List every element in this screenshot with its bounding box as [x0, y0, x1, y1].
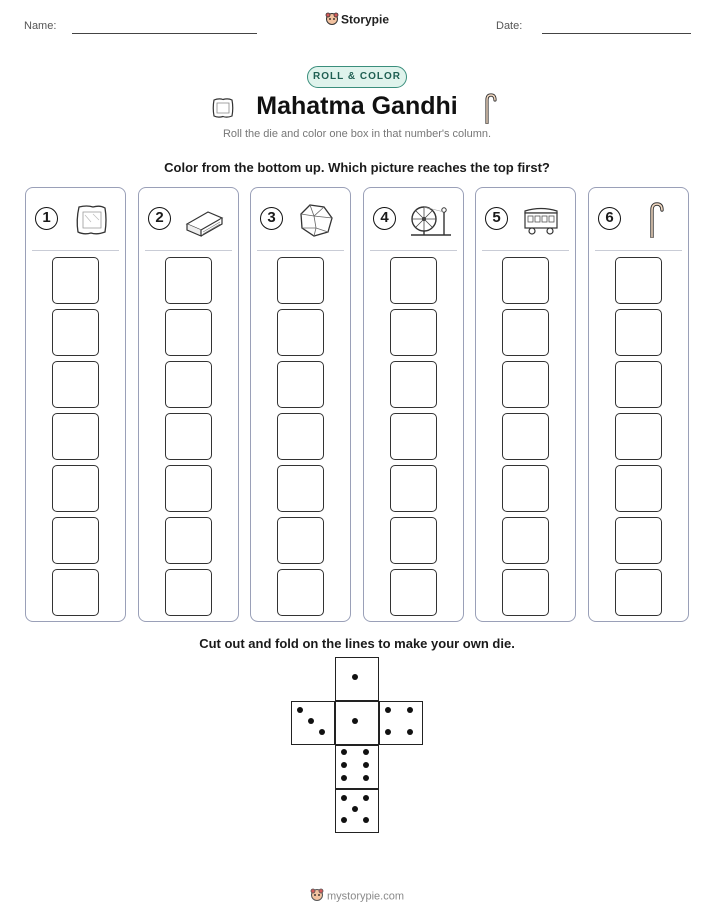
column-number: 3: [260, 207, 283, 230]
column-divider: [370, 250, 457, 251]
die-pip: [352, 674, 358, 680]
storypie-mascot-icon: [310, 888, 324, 905]
color-box[interactable]: [502, 257, 549, 304]
column-divider: [257, 250, 344, 251]
color-box[interactable]: [502, 517, 549, 564]
column-number: 1: [35, 207, 58, 230]
color-box[interactable]: [277, 465, 324, 512]
cloth-icon: [71, 202, 111, 238]
storypie-mascot-icon: [325, 12, 339, 29]
die-pip: [407, 729, 413, 735]
color-box[interactable]: [502, 361, 549, 408]
spinning-wheel-icon: [409, 202, 449, 238]
color-box[interactable]: [390, 465, 437, 512]
column-number: 2: [148, 207, 171, 230]
footer: [0, 888, 714, 905]
color-box[interactable]: [165, 309, 212, 356]
color-box[interactable]: [390, 309, 437, 356]
footer-url: mystorypie.com: [326, 890, 405, 903]
column-divider: [595, 250, 682, 251]
color-box[interactable]: [390, 413, 437, 460]
die-instructions: Cut out and fold on the lines to make your own die.: [199, 636, 515, 651]
color-box[interactable]: [502, 569, 549, 616]
die-face-5: [335, 789, 379, 833]
die-pip: [385, 707, 391, 713]
color-box[interactable]: [52, 569, 99, 616]
column-card-3: [250, 187, 351, 622]
die-pip: [352, 806, 358, 812]
color-box[interactable]: [52, 517, 99, 564]
die-face-4: [379, 701, 423, 745]
name-label: Name:: [24, 20, 57, 32]
die-pip: [385, 729, 391, 735]
column-divider: [482, 250, 569, 251]
color-box[interactable]: [277, 517, 324, 564]
brand-logo: [0, 12, 714, 29]
die-pip: [363, 817, 369, 823]
book-icon: [184, 202, 224, 238]
instructions-text: Roll the die and color one box in that number's column.: [222, 128, 492, 140]
cloth-icon: [211, 96, 235, 125]
color-box[interactable]: [390, 257, 437, 304]
die-face-1: [335, 657, 379, 701]
color-box[interactable]: [502, 309, 549, 356]
color-box[interactable]: [277, 569, 324, 616]
die-pip: [341, 762, 347, 768]
die-pip: [297, 707, 303, 713]
color-box[interactable]: [277, 309, 324, 356]
column-card-5: [475, 187, 576, 622]
date-label: Date:: [496, 20, 523, 32]
column-card-4: [363, 187, 464, 622]
color-box[interactable]: [615, 309, 662, 356]
activity-badge: ROLL & COLOR: [307, 66, 407, 88]
color-box[interactable]: [52, 257, 99, 304]
brand-name: Storypie: [340, 12, 389, 27]
die-pip: [341, 749, 347, 755]
die-pip: [341, 795, 347, 801]
color-box[interactable]: [165, 361, 212, 408]
color-box[interactable]: [165, 257, 212, 304]
salt-crystal-icon: [296, 202, 336, 238]
column-number: 6: [598, 207, 621, 230]
die-pip: [341, 817, 347, 823]
color-box[interactable]: [277, 361, 324, 408]
color-box[interactable]: [615, 361, 662, 408]
color-box[interactable]: [390, 517, 437, 564]
die-pip: [319, 729, 325, 735]
color-box[interactable]: [502, 465, 549, 512]
die-pip: [407, 707, 413, 713]
color-box[interactable]: [52, 361, 99, 408]
color-box[interactable]: [52, 465, 99, 512]
column-divider: [32, 250, 119, 251]
color-box[interactable]: [165, 465, 212, 512]
column-card-6: [588, 187, 689, 622]
color-box[interactable]: [165, 569, 212, 616]
die-face-3: [291, 701, 335, 745]
color-box[interactable]: [615, 569, 662, 616]
page-title: Mahatma Gandhi: [256, 92, 458, 120]
color-box[interactable]: [165, 517, 212, 564]
color-box[interactable]: [390, 361, 437, 408]
color-box[interactable]: [52, 309, 99, 356]
column-number: 4: [373, 207, 396, 230]
column-card-1: [25, 187, 126, 622]
color-box[interactable]: [615, 413, 662, 460]
walking-stick-icon: [482, 92, 498, 129]
die-pip: [341, 775, 347, 781]
color-box[interactable]: [502, 413, 549, 460]
column-number: 5: [485, 207, 508, 230]
die-pip: [308, 718, 314, 724]
train-car-icon: [521, 202, 561, 238]
color-box[interactable]: [52, 413, 99, 460]
color-box[interactable]: [390, 569, 437, 616]
color-box[interactable]: [277, 413, 324, 460]
die-pip: [363, 795, 369, 801]
die-face-6: [335, 745, 379, 789]
die-pip: [363, 775, 369, 781]
column-divider: [145, 250, 232, 251]
die-pip: [363, 749, 369, 755]
date-line: [542, 33, 691, 34]
color-box[interactable]: [615, 257, 662, 304]
walking-stick-icon: [634, 202, 674, 238]
color-box[interactable]: [277, 257, 324, 304]
die-pip: [352, 718, 358, 724]
name-line: [72, 33, 257, 34]
die-pip: [363, 762, 369, 768]
color-box[interactable]: [615, 517, 662, 564]
die-face-1: [335, 701, 379, 745]
color-box[interactable]: [615, 465, 662, 512]
question-prompt: Color from the bottom up. Which picture reaches the top first?: [164, 160, 550, 175]
column-card-2: [138, 187, 239, 622]
color-box[interactable]: [165, 413, 212, 460]
